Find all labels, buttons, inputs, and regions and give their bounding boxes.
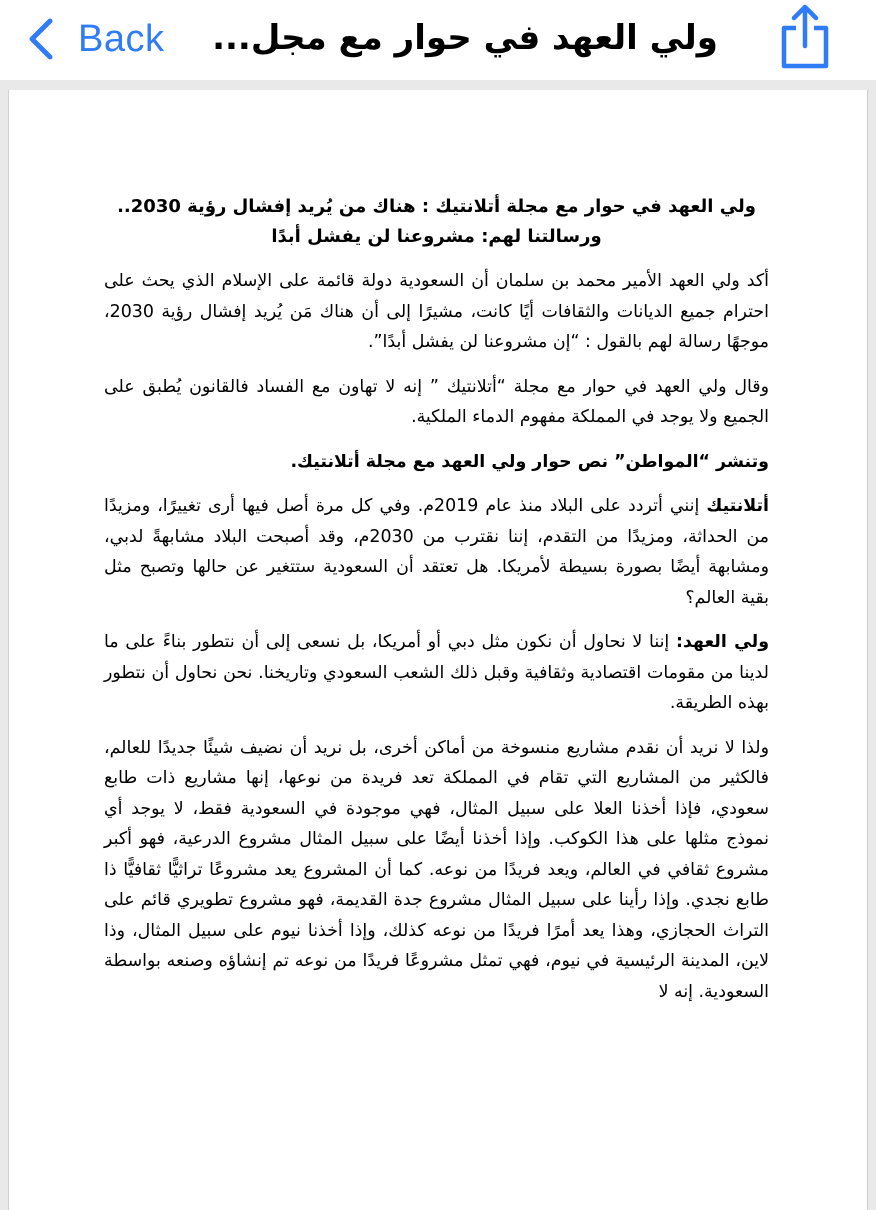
paragraph-1: أكد ولي العهد الأمير محمد بن سلمان أن السعودية دولة قائمة على الإسلام الذي يحث على احترام جميع الديانات والثقافات أيًا كانت، مشيرًا إلى أن هناك مَن يُريد إفشال رؤية 2030، موجهًا رسالة لهم بالقول : “إن مشروعنا لن يفشل أبدًا”.	[104, 271, 769, 352]
interview-question-1	[104, 491, 769, 613]
share-button[interactable]	[776, 4, 834, 70]
navigation-bar	[0, 0, 876, 80]
paragraph-3: وتنشر “المواطن” نص حوار ولي العهد مع مجلة أتلانتيك.	[290, 451, 769, 472]
speaker-atlantic: أتلانتيك	[706, 496, 769, 516]
interview-answer-1	[104, 627, 769, 719]
page-title: ولي العهد في حوار مع مجل...	[212, 18, 718, 58]
speaker-crown-prince: ولي العهد:	[676, 632, 769, 652]
document-page	[8, 90, 868, 1210]
headline-line-2: ورسالتنا لهم: مشروعنا لن يفشل أبدًا	[271, 226, 602, 247]
question-text: إنني أتردد على البلاد منذ عام 2019م. وفي كل مرة أصل فيها أرى تغييرًا، ومزيدًا من الحداثة، ومزيدًا من التقدم، إننا نقترب من 2030م، وقد أصبحت البلاد مشابهةً لدبي، ومشابهة أيضًا بصورة بسيطة لأمريكا. هل تعتقد أن السعودية ستتغير عن حالها وتصبح مثل بقية العالم؟	[104, 496, 769, 608]
paragraph-4: ولذا لا نريد أن نقدم مشاريع منسوخة من أماكن أخرى، بل نريد أن نضيف شيئًا جديدًا للعالم، فالكثير من المشاريع التي تقام في المملكة تعد فريدة من نوعها، إنها مشاريع ذات طابع سعودي، فإذا أخذنا العلا على سبيل المثال، فهي موجودة في السعودية فقط، لا يوجد أي نموذج مثلها على هذا الكوكب. وإذا أخذنا أيضًا على سبيل المثال مشروع الدرعية، فهو أكبر مشروع ثقافي في العالم، ويعد فريدًا من نوعه. كما أن المشروع يعد مشروعًا تراثيًّا ثقافيًّا ذا طابع نجدي. وإذا رأينا على سبيل المثال مشروع جدة القديمة، فهو مشروع تطويري قائم على التراث الحجازي، وهذا يعد أمرًا فريدًا من نوعه كذلك، وإذا أخذنا نيوم على سبيل المثال، وذا لاين، المدينة الرئيسية في نيوم، فهي تمثل مشروعًا فريدًا من نوعه تم إنشاؤه وصنعه بواسطة السعودية. إنه لا	[104, 737, 769, 1002]
document-viewer[interactable]	[0, 80, 876, 1200]
share-icon	[776, 4, 834, 70]
answer-text: إننا لا نحاول أن نكون مثل دبي أو أمريكا، بل نسعى إلى أن نتطور بناءً على ما لدينا من مقومات اقتصادية وثقافية وقبل ذلك الشعب السعودي وتاريخنا. نحن نحاول أن نتطور بهذه الطريقة.	[104, 632, 769, 713]
back-button[interactable]	[26, 12, 164, 66]
article-body	[104, 192, 769, 1021]
article-headline	[104, 192, 769, 252]
paragraph-2: وقال ولي العهد في حوار مع مجلة “أتلانتيك ” إنه لا تهاون مع الفساد فالقانون يُطبق على الجميع ولا يوجد في المملكة مفهوم الدماء الملكية.	[104, 376, 769, 427]
chevron-left-icon	[26, 17, 56, 61]
headline-line-1: ولي العهد في حوار مع مجلة أتلانتيك : هناك من يُريد إفشال رؤية 2030..	[117, 196, 756, 217]
back-label: Back	[78, 17, 165, 60]
